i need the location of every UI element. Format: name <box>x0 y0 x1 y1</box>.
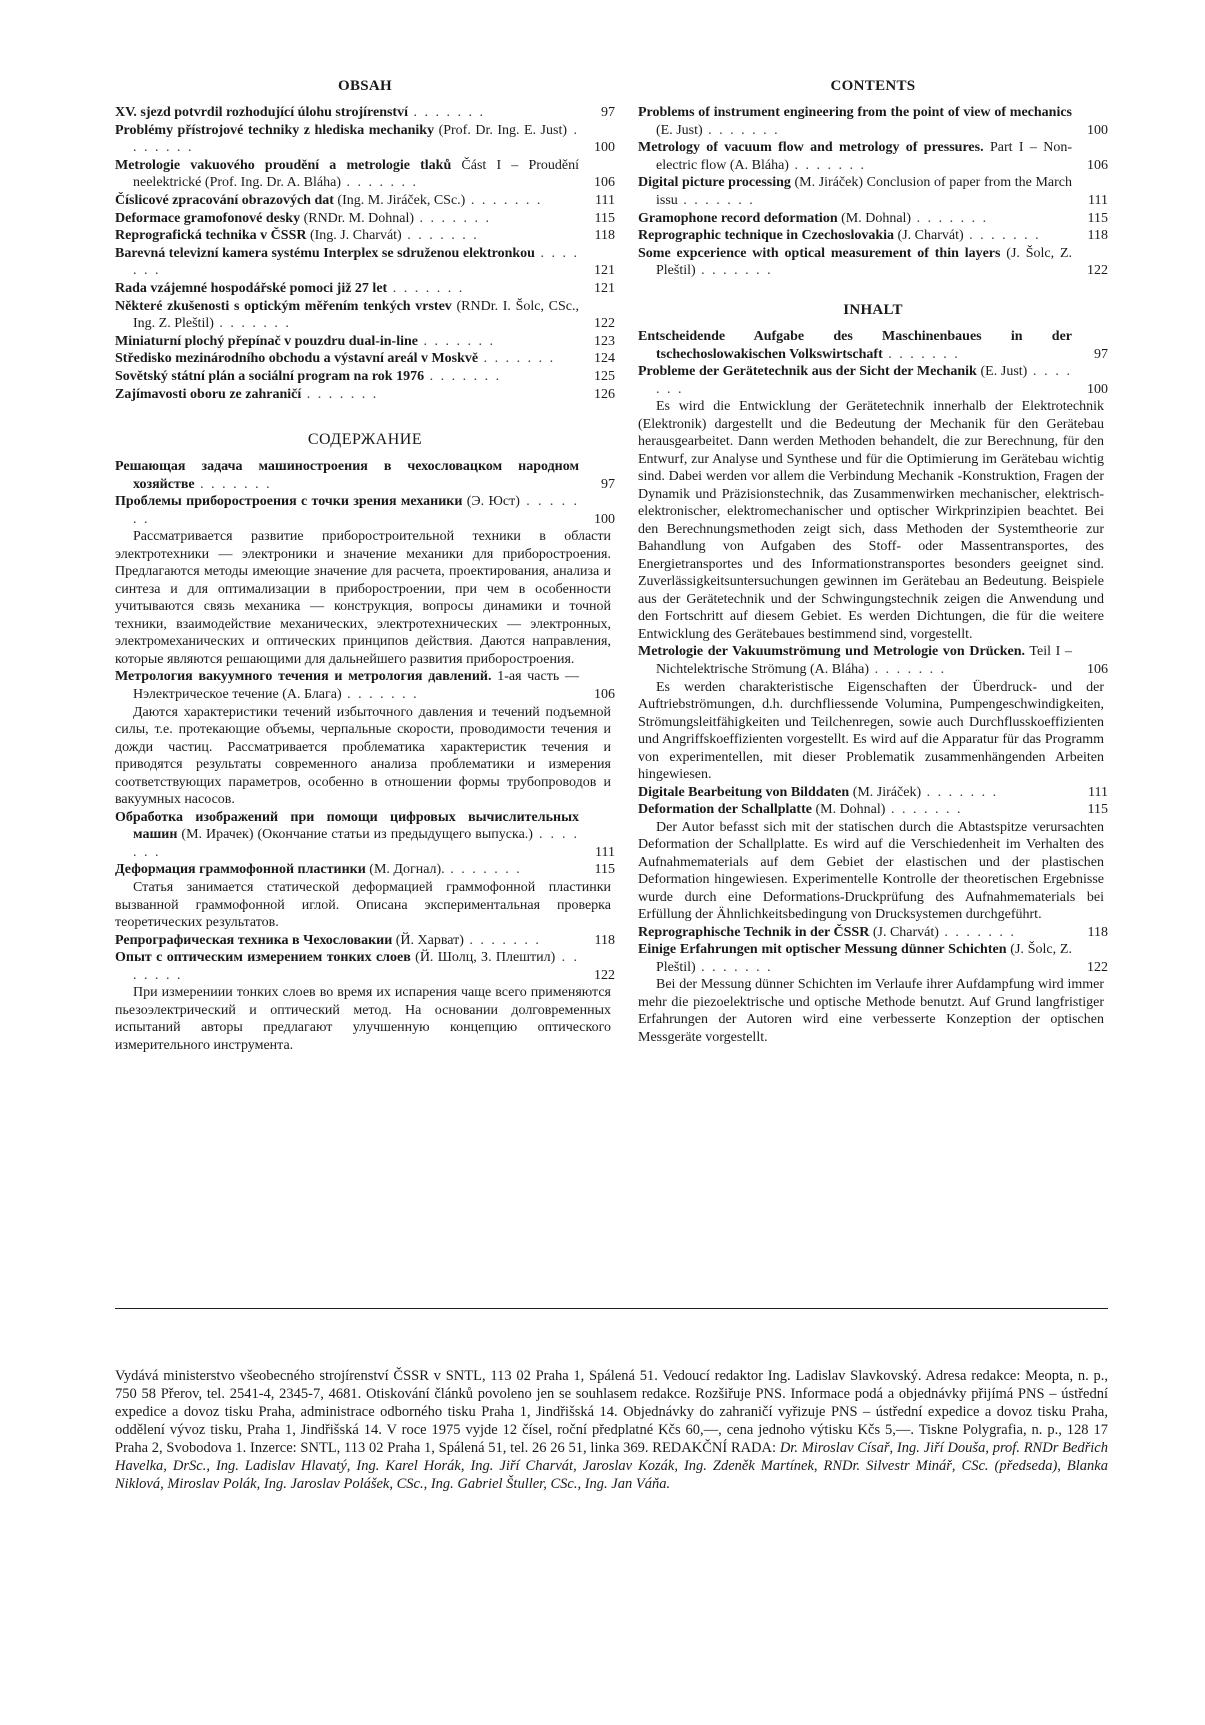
toc-entry-author: (J. Charvát) <box>894 228 964 244</box>
editorial-board-members: Dr. Miroslav Císař, Ing. Jiří Douša, prof. RNDr Bedřich Havelka, DrSc., Ing. Ladislav Hlavatý, Ing. Karel Horák, Ing. Jiří Charvát, Jaroslav Kozák, Ing. Zdeněk Martínek, RNDr. Silvestr Minář, CSc. (předseda), Blanka Niklová, Miroslav Polák, Ing. Jaroslav Polášek, CSc., Ing. Gabriel Štuller, CSc., Ing. Jan Váňa. <box>115 1440 1108 1492</box>
imprint-publisher: Vydává ministerstvo všeobecného strojírenství ČSSR v SNTL, 113 02 Praha 1, Spálená 51. Vedoucí redaktor Ing. Ladislav Slavkovský. Adresa redakce: Meopta, n. p., 750 58 Přerov, tel. 2541-4, 2345-7, 4681. Otiskování článků povoleno jen se souhlasem redakce. Rozšiřuje PNS. Informace podá a objednávky přijímá PNS – ústřední expedice a dovoz tisku Praha, administrace odborného tisku Praha 1, Jindřišská 14. Objednávky do zahraničí vyřizuje PNS – ústřední expedice a dovoz tisku Praha, oddělení vývoz tisku, Praha 1, Jindřišská 14. V roce 1975 vyjde 12 čísel, roční předplatné Kčs 60,—, cena jednoho výtisku Kčs 5,—. Tiskne Polygrafia, n. p., 128 17 Praha 2, Svobodova 1. Inzerce: SNTL, 113 02 Praha 1, Spálená 51, tel. 26 26 51, linka 369. <box>115 1368 1108 1456</box>
toc-entry-page: 97 <box>601 105 615 120</box>
toc-entry <box>115 210 615 228</box>
toc-entry <box>115 809 615 862</box>
toc-entry-author: (RNDr. I. Šolc, CSc., Ing. Z. Pleštil) <box>133 298 580 332</box>
leader-dots: . . . . . . . <box>882 346 960 362</box>
leader-dots: . . . . . . . <box>938 924 1016 940</box>
toc-entry-title: Einige Erfahrungen mit optischer Messung dünner Schichten <box>638 942 1007 958</box>
toc-entry-title: Reprografická technika v ČSSR <box>115 228 307 244</box>
toc-entry-abstract: При измерениии тонких слоев во время их испарения чаще всего применяются пьезоэлектрический и оптический метод. На основании долговременных испытаний авторы предлагают улучшенную концепцию оптического измерительного инструмента. <box>115 985 611 1053</box>
toc-entry-author: (Prof. Dr. Ing. E. Just) <box>434 122 567 138</box>
toc-entry-title: Zajímavosti oboru ze zahraničí <box>115 386 302 402</box>
toc-entry-title: Metrologie der Vakuumströmung und Metrologie von Drücken. <box>638 644 1025 660</box>
toc-entry-author: (J. Šolc, Z. Pleštil) <box>656 942 1072 975</box>
toc-entry-page: 121 <box>594 263 615 279</box>
toc-entry-title: Digitale Bearbeitung von Bilddaten <box>638 784 850 800</box>
toc-entry-title: Reprographische Technik in der ČSSR <box>638 924 870 940</box>
toc-entry-title: Деформация граммофонной пластинки <box>115 862 366 878</box>
toc-entry-page: 97 <box>1094 346 1108 362</box>
toc-entry <box>638 174 1108 209</box>
toc-entry-title: Digital picture processing <box>638 175 791 191</box>
toc-entry-page: 115 <box>594 210 615 226</box>
leader-dots: . . . . . . . <box>444 862 522 878</box>
leader-dots: . . . . . . . <box>463 932 541 948</box>
toc-entry-title: Některé zkušenosti s optickým měřením tenkých vrstev <box>115 298 452 314</box>
toc-entry-title: Deformation der Schallplatte <box>638 802 812 818</box>
toc-entry-title: Středisko mezinárodního obchodu a výstavní areál v Moskvě <box>115 351 479 367</box>
toc-entry-author: (M. Jiráček) Conclusion of paper from the March issu <box>656 175 1072 208</box>
soderzhanie-list <box>115 458 615 1054</box>
toc-entry-page: 111 <box>1088 784 1108 800</box>
toc-entry <box>115 458 615 493</box>
toc-entry-page: 118 <box>594 932 615 948</box>
imprint <box>115 1367 1108 1493</box>
toc-entry-abstract: Статья занимается статической деформацией граммофонной пластинки вызванной граммофонной иглой. Описана экспериментальная проверка теоретических результатов. <box>115 880 611 931</box>
toc-entry-page: 121 <box>594 280 615 296</box>
toc-entry-page: 100 <box>594 140 615 156</box>
toc-entry <box>638 363 1108 398</box>
leader-dots: . . . . . . . <box>921 784 999 800</box>
toc-entry <box>115 668 615 703</box>
toc-entry-page: 118 <box>1087 228 1108 244</box>
toc-entry-title: Číslicové zpracování obrazových dat <box>115 192 334 208</box>
leader-dots: . . . . . . . <box>656 364 1072 397</box>
toc-entry-page: 111 <box>1088 192 1108 208</box>
toc-entry <box>638 643 1108 678</box>
toc-entry-page: 100 <box>1087 381 1108 397</box>
toc-entry-page: 100 <box>594 511 615 527</box>
leader-dots: . . . . . . . <box>418 333 495 349</box>
leader-dots: . . . . . . . <box>702 122 780 138</box>
leader-dots: . . . . . . . <box>911 210 989 226</box>
leader-dots: . . . . . . . <box>387 280 465 296</box>
toc-entry <box>115 280 615 298</box>
toc-entry-title: Entscheidende Aufgabe des Maschinenbaues in der tschechoslowakischen Volkswirtschaft <box>638 328 1072 362</box>
contents-heading: CONTENTS <box>830 78 916 94</box>
inhalt-heading: INHALT <box>843 301 903 318</box>
leader-dots: . . . . . . . <box>885 802 963 818</box>
toc-entry-author: 1-ая часть — Нэлектрическое течение (А. Блага) <box>133 669 579 703</box>
toc-entry-title: Miniaturní plochý přepínač v pouzdru dual-in-line <box>115 333 418 349</box>
toc-entry-abstract: Es werden charakteristische Eigenschaften der Überdruck- und der Auftriebströmungen, d.h. durchfliessende Volumina, Pumpengeschwindigkeiten, Strömungsleitfähigkeiten und Teilchenregen, sowie auch Durchflusskoeffizienten und Angriffskoeffizienten vorgestellt. Es wird auf die Apparatur für das Programm von experimentellen, mit dieser Problematik zusammenhängenden Arbeiten hingewiesen. <box>638 679 1104 782</box>
toc-entry-author: (RNDr. M. Dohnal) <box>300 210 414 226</box>
toc-entry-page: 111 <box>595 844 615 860</box>
editorial-board-label: REDAKČNÍ RADA: <box>652 1440 777 1456</box>
toc-entry-author: (J. Šolc, Z. Pleštil) <box>656 245 1073 279</box>
leader-dots: . . . . . . . <box>341 175 418 191</box>
toc-entry-author: (M. Dohnal) <box>837 210 912 226</box>
toc-entry <box>638 924 1108 942</box>
toc-entry-title: Some expcerience with optical measurement of thin layers <box>638 245 1001 261</box>
toc-entry <box>115 333 615 351</box>
toc-entry-author: (E. Just) <box>656 122 703 138</box>
leader-dots: . . . . . . . <box>133 494 579 527</box>
toc-entry-author: Část I – Proudění neelektrické (Prof. Ing. Dr. A. Bláha) <box>133 157 579 191</box>
toc-entry-author: (Э. Юст) <box>462 494 520 510</box>
toc-entry-abstract: Рассматривается развитие приборостроительной техники в области электротехники — электроники и значение механики для приборостроения. Предлагаются методы имеющие значение для расчета, проектирования, анализа и синтеза и для оптимализации в приборостроении, при чем в особенности учитываются связь механика — конструкция, вопросы динамики и точной техники, взаимодействие механических, электротехнических — электронных, электромеханических и оптических принципов действия. Даются направления, которые являются решающими для дальнейшего развития приборостроения. <box>115 529 611 667</box>
toc-entry-page: 122 <box>1087 263 1108 279</box>
toc-entry-abstract: Es wird die Entwicklung der Gerätetechnik innerhalb der Elektrotechnik (Elektronik) dargestellt und die Bedeutung der Mechanik für den Gerätebau herausgearbeitet. Dann werden Methoden behandelt, die zur Berechnung, für den Entwurf, zur Analyse und Synthese und für die Optimierung im Gerätebau wichtig sind. Dabei werden vor allem die Verbindung Mechanik -Konstruktion, Fragen der Dynamik und Präzisionstechnik, das Zusammenwirken mechanischer, elektrisch-elektronischer, elektromechanischer und optischer Wirkprinzipien beachtet. Bei den Berechnungsmethoden zeigt sich, dass Methoden der Systemtheorie zur Bahandlung von Aufgaben des Stoff- oder Massentransportes, des Energietransportes und des Informationstransportes besonders geeignet sind. Zuverlässigkeitsuntersuchungen gewinnen im Gerätebau an Bedeutung. Beispiele aus der Gerätetechnik und der Schwingungstechnik zeigen die Anwendung und den Fortschritt auf diesem Gebiet. Es werden Dichtungen, die für die weitere Entwicklung des Gerätebaues bestimmend sind, vorgestellt. <box>638 399 1104 642</box>
leader-dots: . . . . . . . <box>401 228 479 244</box>
toc-entry-page: 122 <box>1087 959 1108 975</box>
toc-entry-title: Probleme der Gerätetechnik aus der Sicht der Mechanik <box>638 364 977 380</box>
toc-entry-page: 106 <box>1087 661 1108 677</box>
toc-entry-author: (М. Ирачек) (Окончание статьи из предыдущего выпуска.) <box>177 827 533 843</box>
leader-dots: . . . . . . . <box>194 476 272 492</box>
toc-entry-page: 115 <box>1087 210 1108 226</box>
left-column <box>115 78 615 1054</box>
toc-entry <box>638 941 1108 976</box>
toc-entry-author: Part I – Non-electric flow (A. Bláha) <box>656 140 1072 173</box>
toc-entry-abstract: Der Autor befasst sich mit der statischen durch die Abtastspitze verursachten Deformation der Schallplatte. Es wird auf die Verschiedenheit im Verhalten des Aufnahmematerials auf dem Gebiet der elastischen und der plastischen Deformation hingewiesen. Experimentelle Kontrolle der theoretischen Ergebnisse wurde durch eine Deformations-Druckprüfung des Aufnahmematerials bei Erfüllung der Ähnlichkeitsbedingung von Drucksystemen durchgeführt. <box>638 819 1104 923</box>
toc-entry-author: (M. Dohnal) <box>811 802 886 818</box>
toc-entry-title: Metrology of vacuum flow and metrology of pressures. <box>638 140 984 156</box>
toc-entry <box>638 801 1108 819</box>
toc-entry-title: XV. sjezd potvrdil rozhodující úlohu strojírenství <box>115 105 408 120</box>
toc-entry-author: (Й. Харват) <box>392 932 464 948</box>
leader-dots: . . . . . . . <box>465 192 543 208</box>
toc-entry <box>638 784 1108 802</box>
toc-entry-title: Обработка изображений при помощи цифровых вычислительных машин <box>115 809 579 843</box>
toc-entry-page: 100 <box>1087 122 1108 138</box>
leader-dots: . . . . . . . <box>408 105 485 120</box>
toc-entry-page: 123 <box>594 333 615 349</box>
toc-entry-page: 125 <box>594 368 615 384</box>
leader-dots: . . . . . . . <box>133 245 580 279</box>
right-column <box>638 78 1108 1046</box>
toc-entry-page: 106 <box>594 687 615 703</box>
toc-entry <box>638 328 1108 363</box>
inhalt-list <box>638 328 1108 1047</box>
toc-entry-title: Gramophone record deformation <box>638 210 838 226</box>
toc-entry-title: Sovětský státní plán a sociální program na rok 1976 <box>115 368 425 384</box>
leader-dots: . . . . . . . <box>695 263 773 279</box>
toc-entry <box>115 350 615 368</box>
toc-entry <box>115 104 615 122</box>
toc-entry-title: Решающая задача машиностроения в чехословацком народном хозяйстве <box>115 459 579 492</box>
leader-dots: . . . . . . . <box>133 827 580 860</box>
toc-entry-title: Metrologie vakuového proudění a metrologie tlaků <box>115 157 452 173</box>
soderzhanie-heading: СОДЕРЖАНИЕ <box>307 431 423 449</box>
leader-dots: . . . . . . . <box>788 157 866 173</box>
leader-dots: . . . . . . . <box>301 386 379 402</box>
toc-entry-abstract: Bei der Messung dünner Schichten im Verlaufe ihrer Aufdampfung wird immer mehr die piezoelektrische und optische Methode benutzt. Auf Grund langfristiger Erfahrungen der Autoren wird eine verbesserte Konzeption der optischen Messgeräte vorgestellt. <box>638 977 1104 1045</box>
leader-dots: . . . . . . . <box>341 687 419 703</box>
toc-entry-author: (Ing. J. Charvát) <box>306 228 402 244</box>
toc-entry-page: 111 <box>595 192 615 208</box>
toc-entry-title: Репрографическая техника в Чехословакии <box>115 932 393 948</box>
toc-entry-author: Teil I – Nichtelektrische Strömung (A. Bláha) <box>656 644 1072 677</box>
toc-entry-title: Problems of instrument engineering from the point of view of mechanics <box>638 105 1072 120</box>
toc-entry-page: 122 <box>594 967 615 983</box>
toc-entry-page: 97 <box>601 476 615 492</box>
toc-entry <box>115 192 615 210</box>
toc-entry <box>638 227 1108 245</box>
toc-entry-title: Rada vzájemné hospodářské pomoci již 27 let <box>115 280 388 296</box>
toc-entry <box>115 861 615 879</box>
toc-entry <box>115 949 615 984</box>
leader-dots: . . . . . . . <box>424 368 502 384</box>
toc-entry-author: (Й. Шолц, З. Плештил) <box>410 950 556 966</box>
toc-entry <box>115 932 615 950</box>
toc-entry <box>115 157 615 192</box>
footer-rule <box>115 1308 1108 1309</box>
toc-entry <box>638 245 1108 280</box>
toc-entry <box>115 386 615 404</box>
toc-entry-author: (E. Just) <box>976 364 1028 380</box>
obsah-list <box>115 104 615 403</box>
contents-list <box>638 104 1108 280</box>
toc-entry-title: Problémy přístrojové techniky z hlediska mechaniky <box>115 122 435 138</box>
toc-entry-abstract: Даются характеристики течений избыточного давления и течений подъемной силы, т.е. протекающие объемы, черпальные скорости, проводимости течения и дожди частиц. Рассматривается проблематика характеристик течения и приводятся результаты современного анализа проблематики и измерения соответствующих параметров, особенно в отношении формы трубопроводов и вакуумных насосов. <box>115 704 611 808</box>
toc-entry-title: Barevná televizní kamera systému Interplex se sdruženou elektronkou <box>115 245 535 261</box>
toc-entry-title: Опыт с оптическим измерением тонких слоев <box>115 950 411 966</box>
obsah-heading: OBSAH <box>337 78 392 94</box>
leader-dots: . . . . . . . <box>133 122 579 156</box>
leader-dots: . . . . . . . <box>414 210 491 226</box>
toc-entry-page: 118 <box>1087 924 1108 940</box>
toc-entry <box>115 298 615 333</box>
leader-dots: . . . . . . . <box>695 959 773 975</box>
leader-dots: . . . . . . . <box>963 228 1041 244</box>
toc-entry <box>115 493 615 528</box>
toc-entry-author: (M. Jiráček) <box>849 784 922 800</box>
toc-entry <box>115 368 615 386</box>
toc-entry-page: 124 <box>594 351 615 367</box>
leader-dots: . . . . . . . <box>213 316 291 332</box>
toc-entry-page: 106 <box>594 175 615 191</box>
toc-entry-title: Метрология вакуумного течения и метрология давлений. <box>115 669 492 685</box>
leader-dots: . . . . . . . <box>478 351 556 367</box>
toc-entry <box>638 139 1108 174</box>
toc-entry-author: (J. Charvát) <box>869 924 939 940</box>
leader-dots: . . . . . . . <box>677 192 755 208</box>
toc-entry-page: 106 <box>1087 157 1108 173</box>
toc-entry-author: (Ing. M. Jiráček, CSc.) <box>333 192 466 208</box>
toc-entry-title: Deformace gramofonové desky <box>115 210 301 226</box>
toc-entry-page: 122 <box>594 316 615 332</box>
toc-entry-title: Проблемы приборостроения с точки зрения механики <box>115 494 463 510</box>
toc-entry-page: 115 <box>594 862 615 878</box>
toc-entry <box>638 104 1108 139</box>
toc-entry <box>638 210 1108 228</box>
toc-entry <box>115 245 615 280</box>
toc-entry-page: 118 <box>594 228 615 244</box>
toc-entry-title: Reprographic technique in Czechoslovakia <box>638 228 895 244</box>
toc-entry <box>115 227 615 245</box>
toc-entry <box>115 122 615 157</box>
toc-entry-author: (М. Догнал). <box>365 862 445 878</box>
leader-dots: . . . . . . . <box>133 950 579 983</box>
toc-entry-page: 126 <box>594 386 615 402</box>
leader-dots: . . . . . . . <box>869 661 947 677</box>
toc-entry-page: 115 <box>1087 802 1108 818</box>
